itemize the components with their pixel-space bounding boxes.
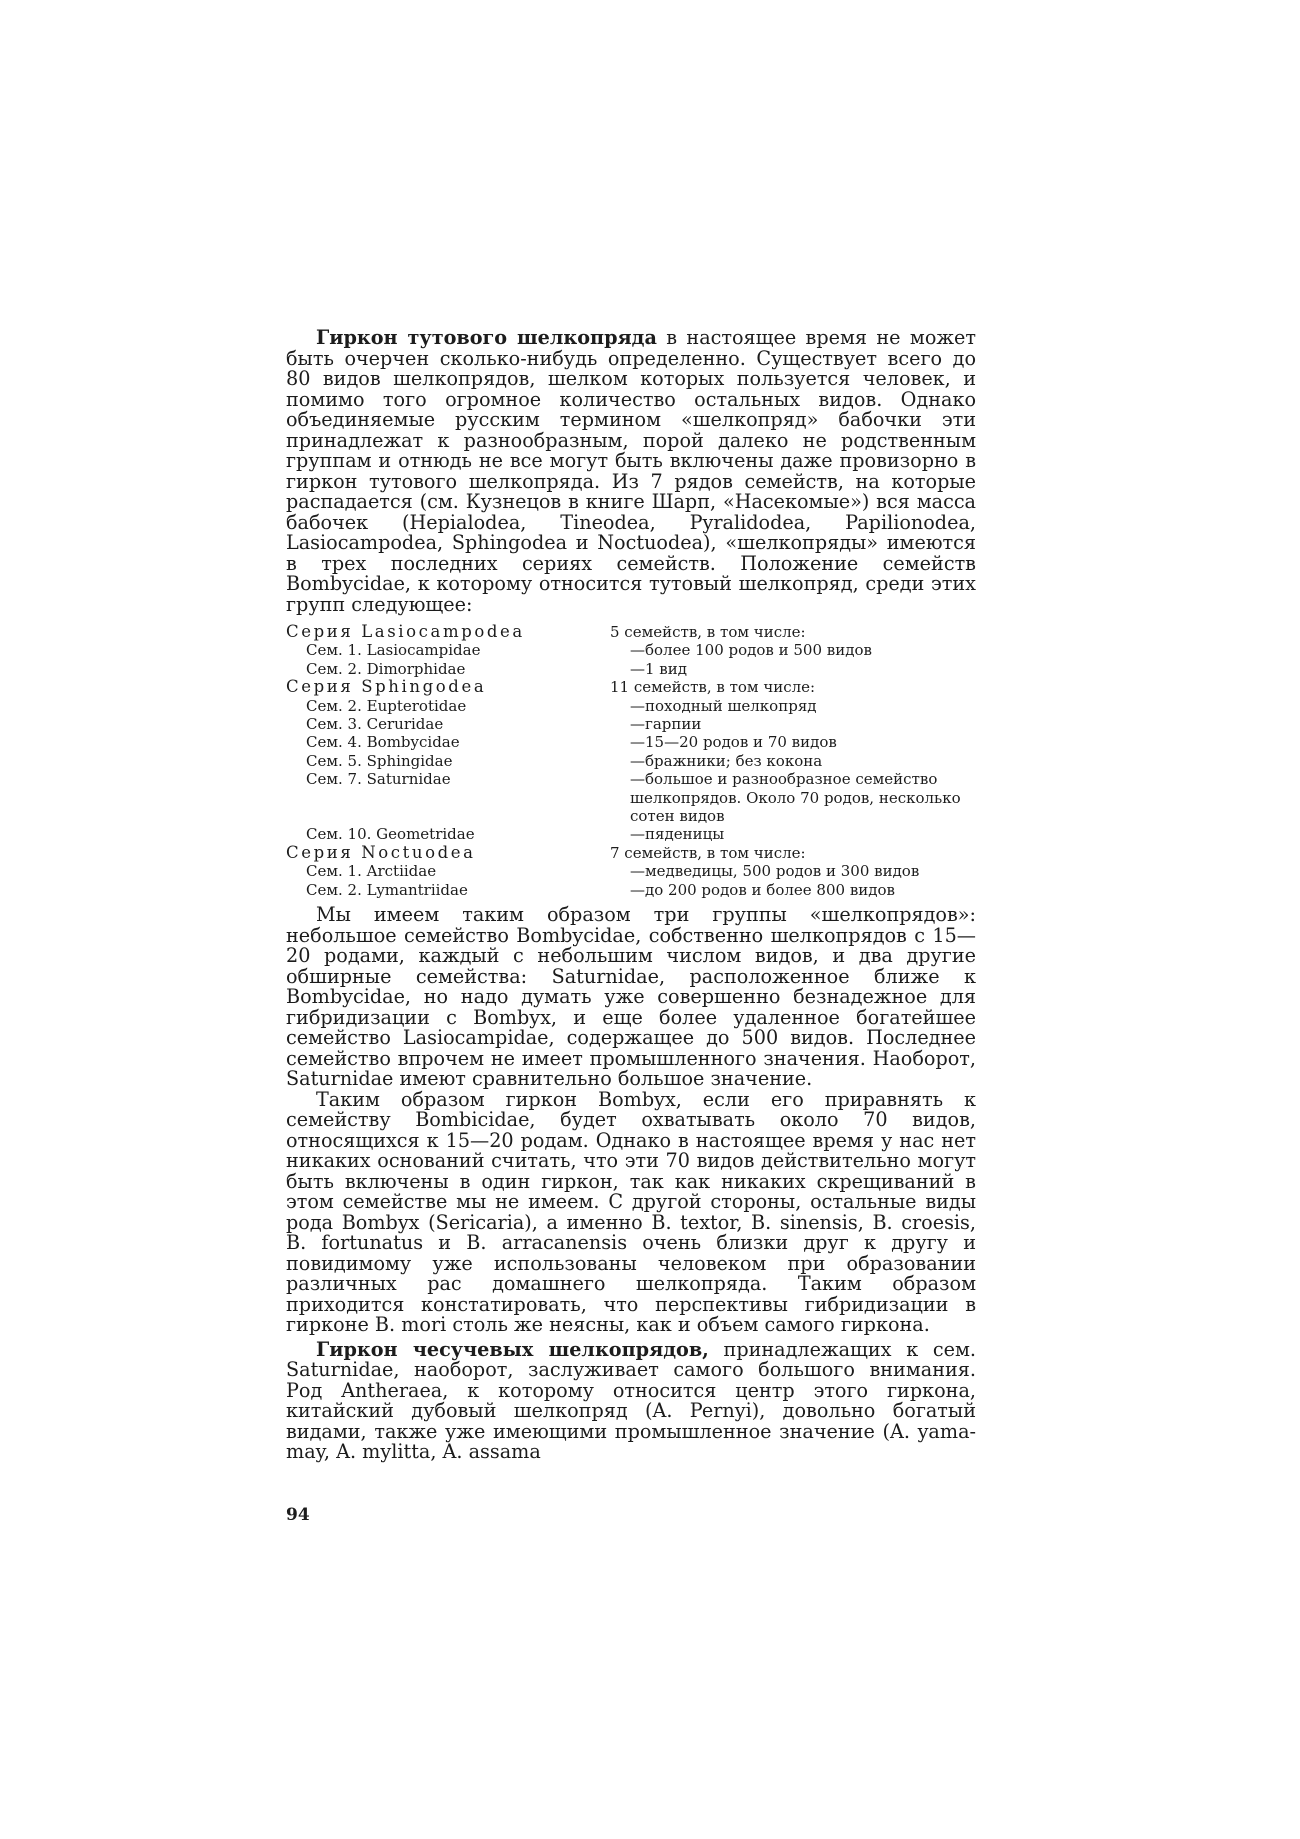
family-description: —походный шелкопряд (630, 696, 817, 715)
series-name: Серия Noctuodea (286, 842, 476, 862)
family-description: —1 вид (630, 659, 687, 678)
series-description: 5 семейств, в том числе: (610, 623, 806, 641)
paragraph-text: Таким образом гиркон Bombyx, если его приравнять к семейству Bombicidae, будет охватывать около 70 видов, относящихся к 15—20 родам. Однако в настоящее время у нас нет никаких оснований считать, что эти 70 видов действительно могут быть включены в один гиркон, так как никаких скрещиваний в этом семействе мы не имеем. С другой стороны, остальные виды рода Bombyx (Sericaria), а именно B. textor, B. sinensis, B. croesis, B. fortunatus и B. arracanensis очень близки друг к другу и повидимому уже использованы человеком при образовании различных рас домашнего шелкопряда. Таким образом приходится констатировать, что перспективы гибридизации в гирконе B. mori столь же неясны, как и объем самого гиркона. (286, 1087, 976, 1337)
paragraph-intro (286, 328, 976, 615)
family-description: —15—20 родов и 70 видов (630, 733, 837, 752)
table-row (286, 641, 976, 659)
family-name: Сем. 1. Lasiocampidae (306, 641, 481, 660)
series-name: Серия Sphingodea (286, 677, 487, 697)
family-description: —до 200 родов и более 800 видов (630, 880, 895, 899)
table-row (286, 844, 976, 862)
table-row (286, 733, 976, 751)
classification-table (286, 623, 976, 899)
family-name: Сем. 7. Saturnidae (306, 770, 451, 789)
table-row (286, 623, 976, 641)
family-description: —медведицы, 500 родов и 300 видов (630, 862, 920, 881)
family-description: —гарпии (630, 715, 702, 734)
table-row (286, 862, 976, 880)
family-name: Сем. 2. Eupterotidae (306, 696, 467, 715)
table-row (286, 752, 976, 770)
paragraph-bombyx-gircon (286, 1087, 976, 1337)
family-name: Сем. 2. Lymantriidae (306, 880, 468, 899)
family-description: —пяденицы (630, 825, 725, 844)
family-name: Сем. 3. Ceruridae (306, 715, 444, 734)
family-name: Сем. 10. Geometridae (306, 825, 475, 844)
table-row (286, 881, 976, 899)
paragraph-text: принадлежащих к сем. Saturnidae, наоборот, заслуживает самого большого внимания. Род Antheraea, к которому относится центр этого гиркона, китайский дубовый шелкопряд (A. Pernyi), довольно богатый видами, также уже имеющими промышленное значение (A. yama-may, A. mylitta, A. assama (286, 1337, 976, 1464)
table-row (286, 660, 976, 678)
family-description: —бражники; без кокона (630, 751, 823, 770)
table-row (286, 770, 976, 825)
series-description: 11 семейств, в том числе: (610, 678, 816, 697)
paragraph-tussah-gircon (286, 1337, 976, 1464)
run-in-heading: Гиркон чесучевых шелкопрядов, (316, 1337, 709, 1361)
paragraph-text: в настоящее время не может быть очерчен сколько-нибудь определенно. Существует всего до 80 видов шелкопрядов, шелком которых пользуется человек, и помимо того огромное количество остальных видов. Однако объединяемые русским термином «шелкопряд» бабочки эти принадлежат к разнообразным, порой далеко не родственным группам и отнюдь не все могут быть включены даже провизорно в гиркон тутового шелкопряда. Из 7 рядов семейств, на которые распадается (см. Кузнецов в книге Шарп, «Насекомые») вся масса бабочек (Hepialodea, Tineodea, Pyralidodea, Papilionodea, Lasiocampodea, Sphingodea и Noctuodea), «шелкопряды» имеются в трех последних сериях семейств. Положение семейств Bombycidae, к которому относится тутовый шелкопряд, среди этих групп следующее: (286, 326, 976, 616)
family-name: Сем. 4. Bombycidae (306, 733, 460, 752)
family-name: Сем. 2. Dimorphidae (306, 659, 466, 678)
series-description: 7 семейств, в том числе: (610, 843, 806, 862)
page-number: 94 (286, 1505, 310, 1525)
paragraph-three-groups (286, 905, 976, 1090)
run-in-heading: Гиркон тутового шелкопряда (316, 326, 657, 349)
table-row (286, 825, 976, 843)
family-name: Сем. 5. Sphingidae (306, 751, 453, 770)
family-name: Сем. 1. Arctiidae (306, 862, 437, 881)
table-row (286, 697, 976, 715)
table-row (286, 715, 976, 733)
text-block (286, 328, 976, 1463)
family-description: —большое и разнообразное семейство шелкопрядов. Около 70 родов, несколько сотен видов (630, 770, 961, 826)
family-description: —более 100 родов и 500 видов (630, 641, 872, 660)
paragraph-text: Мы имеем таким образом три группы «шелкопрядов»: небольшое семейство Bombycidae, собственно шелкопрядов с 15—20 родами, каждый с небольшим числом видов, и два другие обширные семейства: Saturnidae, расположенное ближе к Bombycidae, но надо думать уже совершенно безнадежное для гибридизации с Bombyx, и еще более удаленное богатейшее семейство Lasiocampidae, содержащее до 500 видов. Последнее семейство впрочем не имеет промышленного значения. Наоборот, Saturnidae имеют сравнительно большое значение. (286, 903, 976, 1091)
table-row (286, 678, 976, 696)
series-name: Серия Lasiocampodea (286, 622, 525, 641)
